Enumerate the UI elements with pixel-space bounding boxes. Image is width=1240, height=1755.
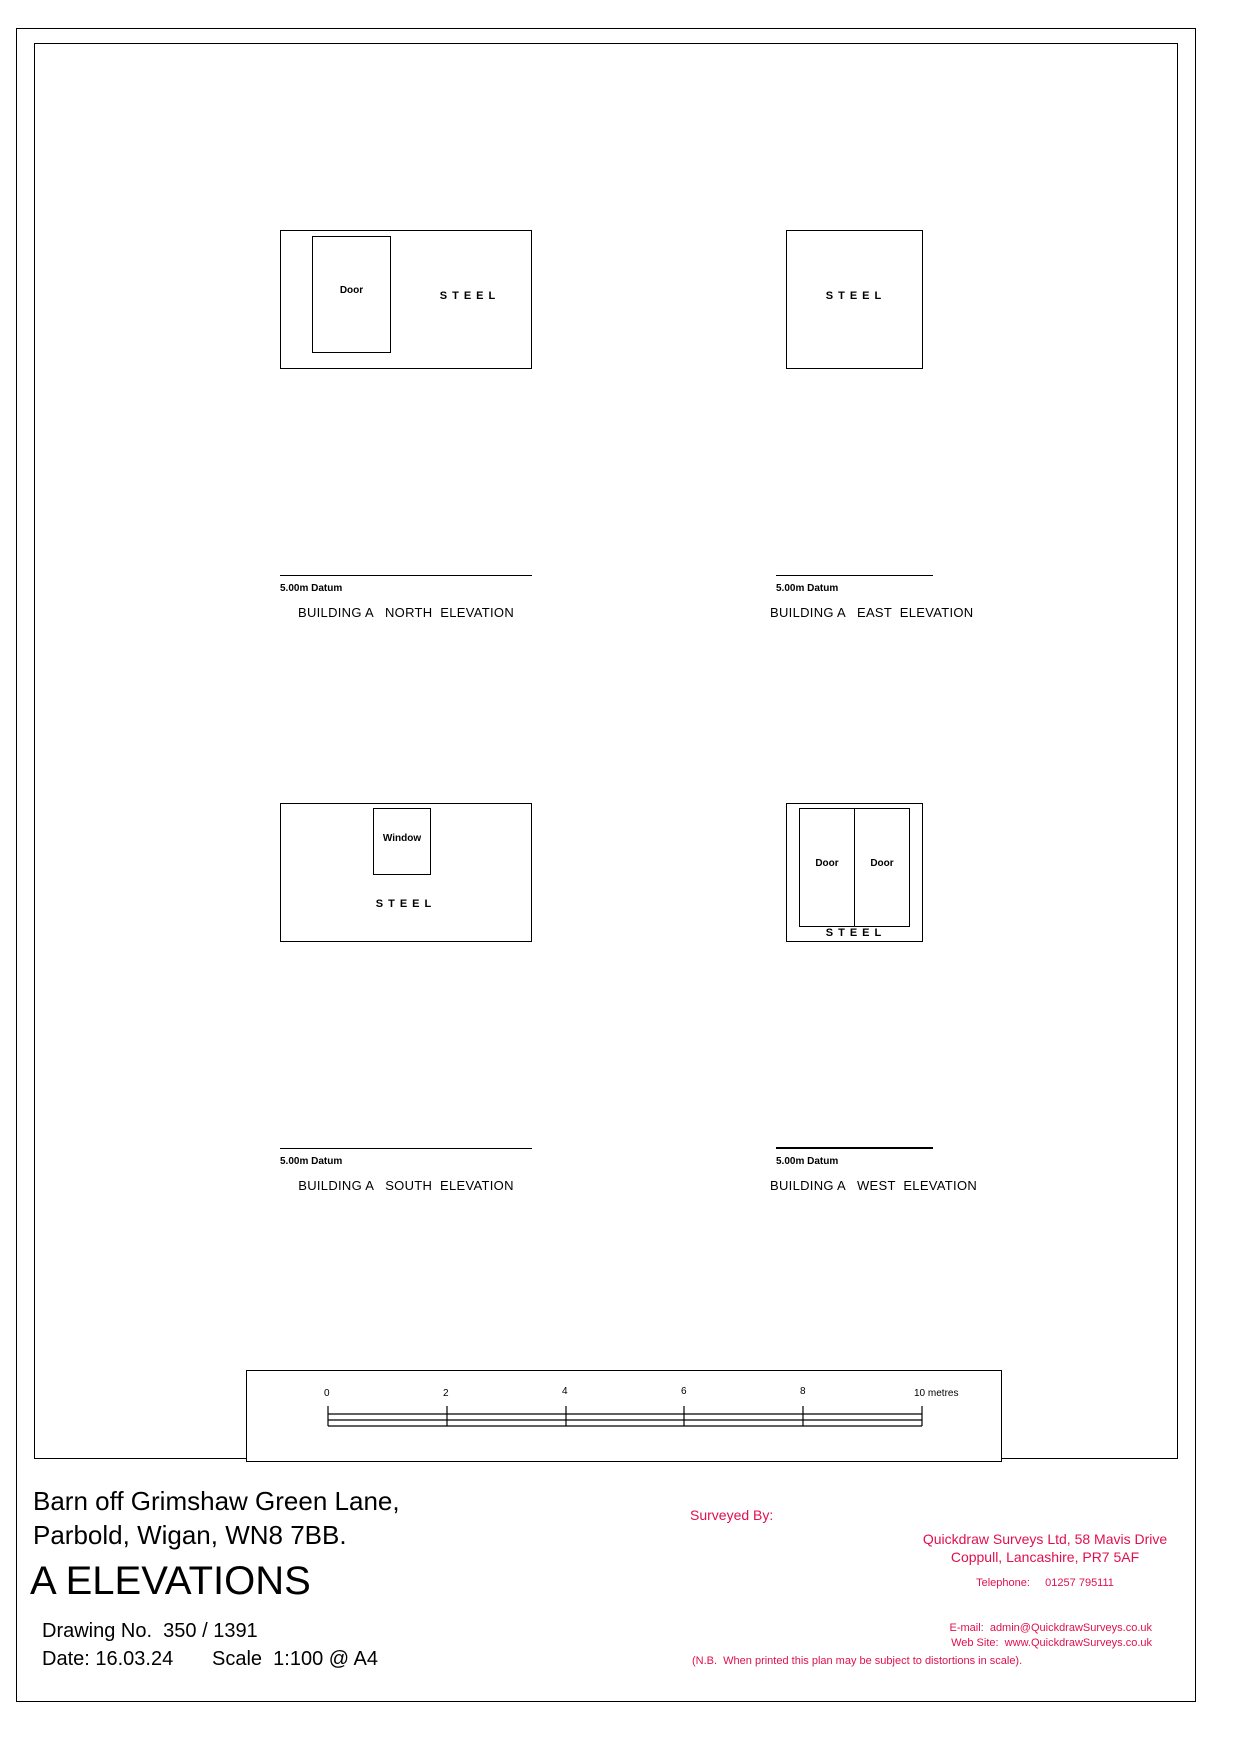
west-door-left-label: Door [815, 858, 839, 869]
south-window-label: Window [382, 833, 422, 844]
east-material-label: STEEL [825, 290, 887, 302]
company-line-2: Coppull, Lancashire, PR7 5AF [950, 1549, 1140, 1565]
west-caption: BUILDING A WEST ELEVATION [770, 1178, 978, 1193]
west-material-label: STEEL [825, 927, 887, 939]
company-email: E-mail: admin@QuickdrawSurveys.co.uk [949, 1622, 1152, 1634]
scale-tick-4: 4 [562, 1386, 568, 1397]
north-caption: BUILDING A NORTH ELEVATION [297, 605, 515, 620]
address-line-2: Parbold, Wigan, WN8 7BB. [33, 1520, 347, 1550]
scale-tick-2: 2 [443, 1388, 449, 1399]
east-datum-line [776, 575, 933, 576]
south-datum-line [280, 1148, 532, 1149]
north-datum-line [280, 575, 532, 576]
west-door-right-label: Door [870, 858, 894, 869]
south-datum-label: 5.00m Datum [280, 1156, 343, 1167]
north-door-label: Door [339, 285, 364, 296]
scale-tick-6: 6 [681, 1386, 687, 1397]
scale-tick-8: 8 [800, 1386, 806, 1397]
west-datum-line [776, 1147, 933, 1149]
north-datum-label: 5.00m Datum [280, 583, 343, 594]
south-material-label: STEEL [375, 898, 437, 910]
distortion-note: (N.B. When printed this plan may be subject to distortions in scale). [692, 1655, 1023, 1667]
drawing-number: Drawing No. 350 / 1391 [42, 1620, 258, 1642]
drawing-frame [34, 43, 1178, 1459]
south-caption: BUILDING A SOUTH ELEVATION [298, 1178, 514, 1193]
east-caption: BUILDING A EAST ELEVATION [770, 605, 974, 620]
company-website: Web Site: www.QuickdrawSurveys.co.uk [951, 1637, 1152, 1649]
scale-tick-10: 10 metres [914, 1388, 959, 1399]
scale-bar [246, 1370, 1002, 1462]
surveyed-by-label: Surveyed By: [690, 1507, 774, 1523]
scale-tick-0: 0 [324, 1388, 330, 1399]
west-datum-label: 5.00m Datum [776, 1156, 839, 1167]
address-line-1: Barn off Grimshaw Green Lane, [33, 1486, 400, 1516]
company-telephone: Telephone: 01257 795111 [976, 1577, 1114, 1589]
drawing-title: A ELEVATIONS [30, 1559, 311, 1603]
east-datum-label: 5.00m Datum [776, 583, 839, 594]
company-line-1: Quickdraw Surveys Ltd, 58 Mavis Drive [922, 1531, 1168, 1547]
drawing-date: Date: 16.03.24 [42, 1648, 174, 1670]
drawing-scale: Scale 1:100 @ A4 [212, 1648, 378, 1670]
north-material-label: STEEL [439, 290, 501, 302]
